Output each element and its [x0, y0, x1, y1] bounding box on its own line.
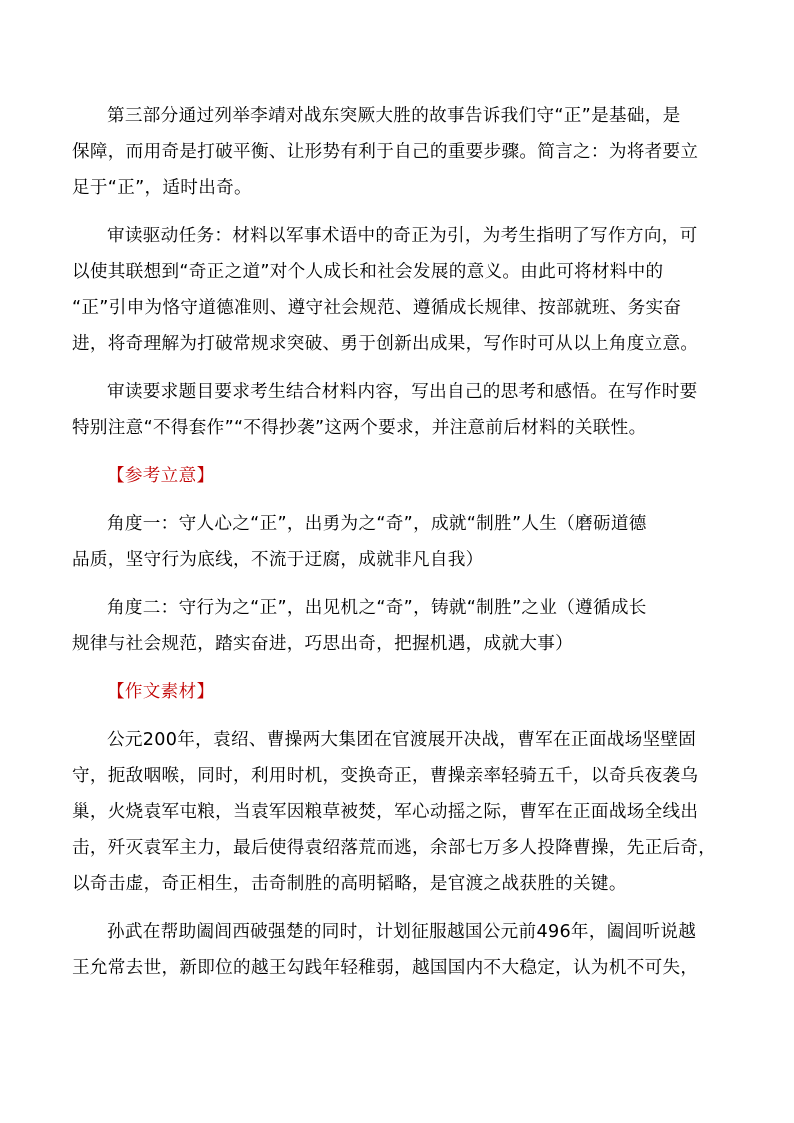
text-line: 巢，火烧袁军屯粮，当袁军因粮草被焚，军心动摇之际，曹军在正面战场全线出 — [72, 802, 699, 822]
paragraph-angle-two — [72, 590, 722, 662]
text-line: 保障，而用奇是打破平衡、让形势有利于自己的重要步骤。简言之：为将者要立 — [72, 142, 699, 162]
text-line: 第三部分通过列举李靖对战东突厥大胜的故事告诉我们守“正”是基础，是 — [107, 106, 681, 126]
heading-reference-ideas — [72, 458, 722, 494]
text-line: 审读要求题目要求考生结合材料内容，写出自己的思考和感悟。在写作时要 — [107, 382, 698, 402]
text-line: 击，歼灭袁军主力，最后使得袁绍落荒而逃，余部七万多人投降曹操，先正后奇， — [72, 838, 717, 858]
paragraph-part-three — [72, 98, 722, 206]
text-line: 足于“正”，适时出奇。 — [72, 178, 252, 198]
text-line: 以使其联想到“奇正之道”对个人成长和社会发展的意义。由此可将材料中的 — [72, 262, 664, 282]
text-line: 规律与社会规范，踏实奋进，巧思出奇，把握机遇，成就大事） — [72, 634, 574, 654]
text-line: 公元200年，袁绍、曹操两大集团在官渡展开决战，曹军在正面战场坚壁固 — [107, 730, 697, 750]
heading-essay-material — [72, 674, 722, 710]
text-line: 王允常去世，新即位的越王勾践年轻稚弱，越国国内不大稳定，认为机不可失， — [72, 958, 699, 978]
text-line: 角度二：守行为之“正”，出见机之“奇”，铸就“制胜”之业（遵循成长 — [107, 598, 647, 618]
section-heading: 【作文素材】 — [107, 682, 215, 702]
paragraph-task-reading — [72, 218, 722, 362]
text-line: 品质，坚守行为底线，不流于迂腐，成就非凡自我） — [72, 550, 484, 570]
text-line: 以奇击虚，奇正相生，击奇制胜的高明韬略，是官渡之战获胜的关键。 — [72, 874, 627, 894]
text-line: 进，将奇理解为打破常规求突破、勇于创新出成果，写作时可从以上角度立意。 — [72, 334, 699, 354]
section-heading: 【参考立意】 — [107, 466, 215, 486]
paragraph-sunwu — [72, 914, 722, 986]
document-body — [72, 98, 722, 998]
paragraph-angle-one — [72, 506, 722, 578]
paragraph-requirement-reading — [72, 374, 722, 446]
text-line: “正”引申为恪守道德准则、遵守社会规范、遵循成长规律、按部就班、务实奋 — [72, 298, 682, 318]
text-line: 特别注意“不得套作”“不得抄袭”这两个要求，并注意前后材料的关联性。 — [72, 418, 647, 438]
paragraph-guandu-battle — [72, 722, 722, 902]
text-line: 角度一：守人心之“正”，出勇为之“奇”，成就“制胜”人生（磨砺道德 — [107, 514, 647, 534]
text-line: 守，扼敌咽喉，同时，利用时机，变换奇正，曹操亲率轻骑五千，以奇兵夜袭乌 — [72, 766, 699, 786]
text-line: 审读驱动任务：材料以军事术语中的奇正为引，为考生指明了写作方向，可 — [107, 226, 698, 246]
text-line: 孙武在帮助阖闾西破强楚的同时，计划征服越国公元前496年，阖闾听说越 — [107, 922, 697, 942]
